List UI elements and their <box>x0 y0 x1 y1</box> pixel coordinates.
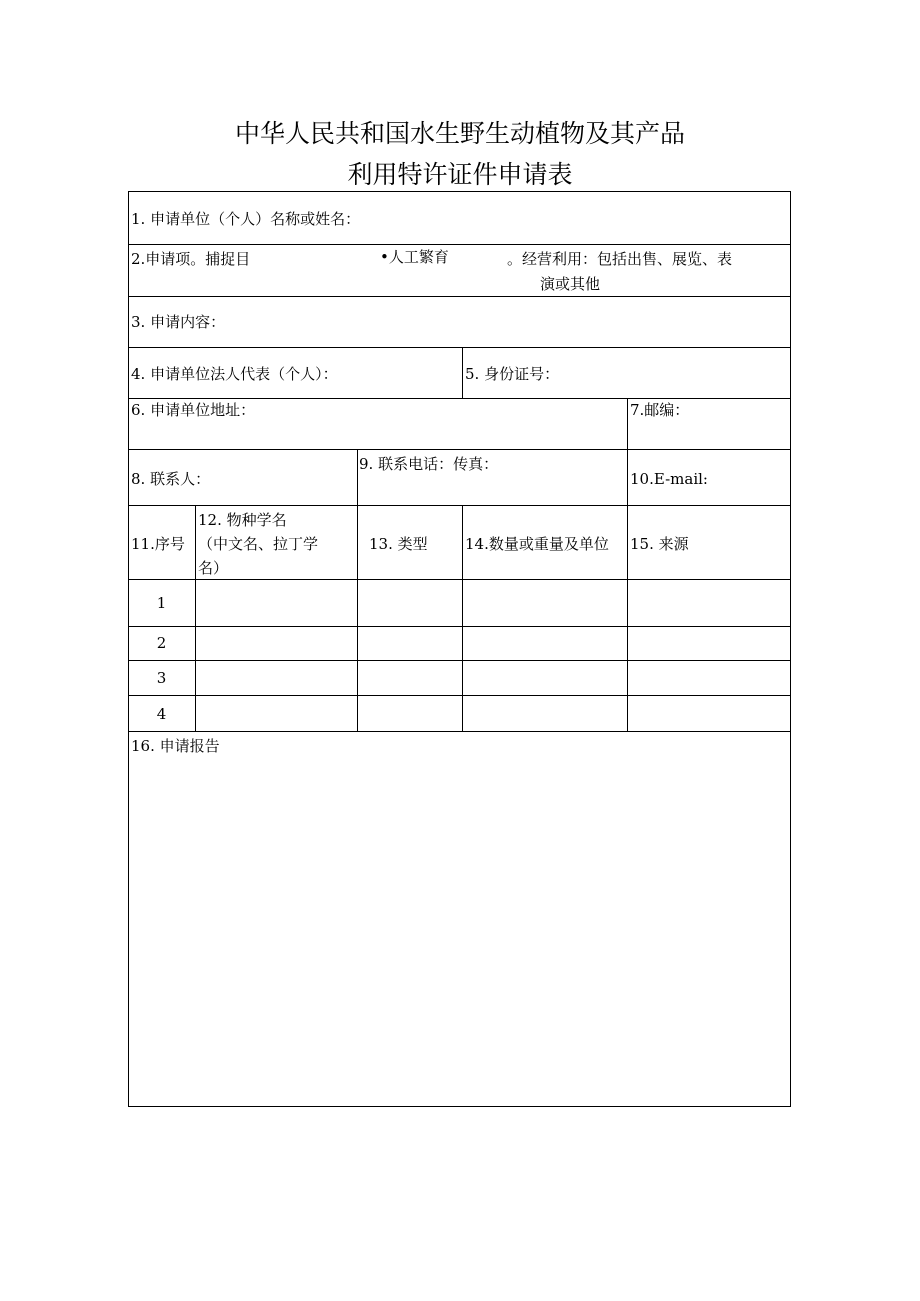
row-divider <box>128 296 791 297</box>
field-phone-fax-label: 9. 联系电话：传真： <box>359 455 499 473</box>
col-divider <box>195 505 196 731</box>
field-application-report-label: 16. 申请报告 <box>131 737 220 755</box>
table-header-species-line2: （中文名、拉丁学 <box>198 535 319 553</box>
field-address-label: 6. 申请单位地址： <box>131 401 256 419</box>
col-divider <box>627 505 628 731</box>
row-divider <box>128 244 791 245</box>
table-header-species-line1: 12. 物种学名 <box>198 511 287 529</box>
field-id-number-label: 5. 身份证号： <box>465 365 560 383</box>
table-header-type: 13. 类型 <box>369 535 428 553</box>
table-header-species-line3: 名） <box>198 559 229 577</box>
option-commercial-use[interactable]: 。经营利用：包括出售、展览、表 <box>507 250 733 268</box>
table-header-serial: 11.序号 <box>131 535 185 553</box>
row-divider <box>128 626 791 627</box>
field-email-label: 10.E-mail: <box>630 470 708 488</box>
row-divider <box>128 660 791 661</box>
row-divider <box>128 449 791 450</box>
col-divider <box>357 449 358 505</box>
table-row-number: 3 <box>156 669 167 687</box>
col-divider <box>627 398 628 449</box>
table-row-number: 1 <box>156 594 167 612</box>
field-application-item-label: 2.申请项。捕捉目 <box>131 250 251 268</box>
field-postcode-label: 7.邮编： <box>630 401 690 419</box>
table-header-source: 15. 来源 <box>630 535 689 553</box>
table-row-number: 2 <box>156 634 167 652</box>
row-divider <box>128 347 791 348</box>
row-divider <box>128 695 791 696</box>
field-legal-rep-label: 4. 申请单位法人代表（个人）： <box>131 365 338 383</box>
field-application-content-label: 3. 申请内容： <box>131 313 226 331</box>
option-commercial-use-cont: 演或其他 <box>540 275 601 293</box>
row-divider <box>128 579 791 580</box>
table-header-quantity: 14.数量或重量及单位 <box>465 535 609 553</box>
col-divider <box>462 347 463 398</box>
option-artificial-breeding[interactable]: •人工繁育 <box>380 248 449 266</box>
form-title-line1: 中华人民共和国水生野生动植物及其产品 <box>234 119 685 148</box>
row-divider <box>128 731 791 732</box>
table-row-number: 4 <box>156 705 167 723</box>
col-divider <box>357 505 358 731</box>
col-divider <box>462 505 463 731</box>
field-applicant-name-label: 1. 申请单位（个人）名称或姓名： <box>131 210 361 228</box>
form-frame <box>128 191 791 1107</box>
col-divider <box>627 449 628 505</box>
field-contact-person-label: 8. 联系人： <box>131 470 211 488</box>
form-title-line2: 利用特许证件申请表 <box>347 160 573 189</box>
row-divider <box>128 505 791 506</box>
